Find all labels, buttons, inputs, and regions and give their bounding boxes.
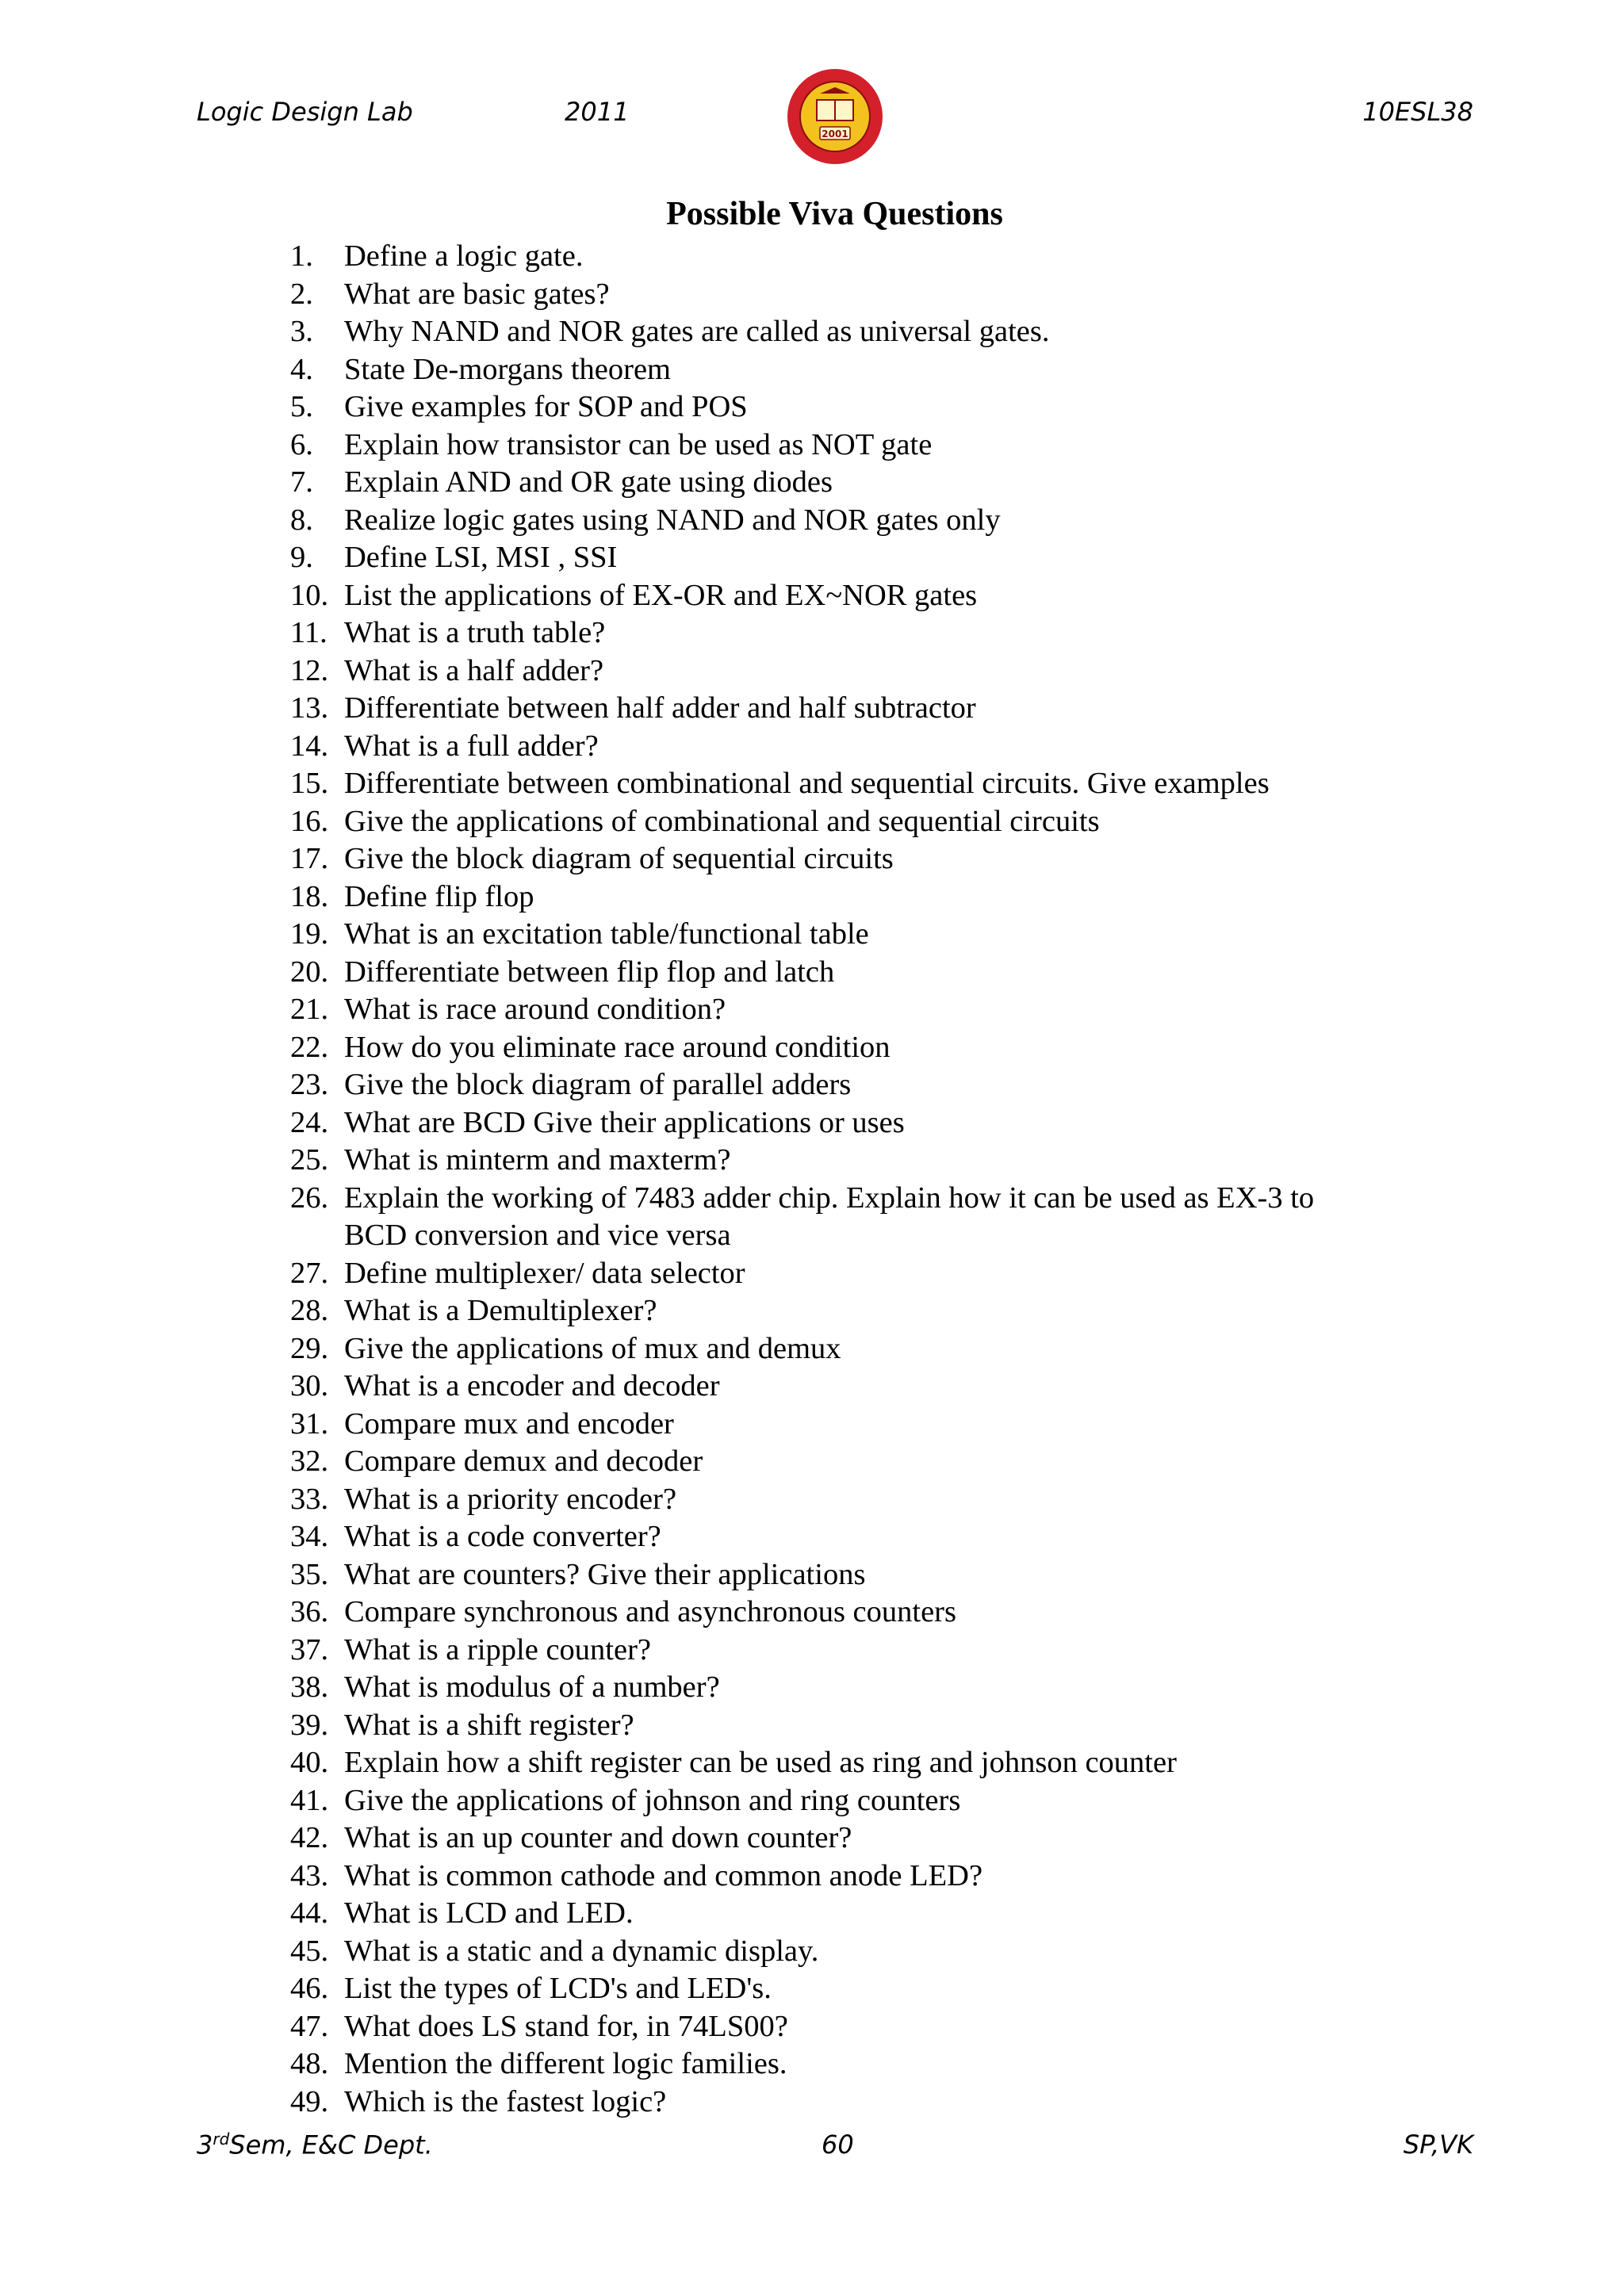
question-text: Compare synchronous and asynchronous counters (344, 1595, 956, 1628)
page-number: 60 (822, 2130, 854, 2160)
question-item (290, 652, 1480, 691)
question-item (290, 1632, 1480, 1670)
question-number: 16. (290, 804, 329, 838)
question-number: 1. (290, 239, 313, 273)
semester-dept: 3rdSem, E&C Dept. (197, 2130, 433, 2160)
question-number: 26. (290, 1181, 329, 1215)
question-item (290, 1744, 1480, 1782)
question-number: 21. (290, 993, 329, 1026)
question-number: 19. (290, 917, 329, 951)
question-item (290, 916, 1480, 954)
question-number: 36. (290, 1595, 329, 1628)
question-text: Why NAND and NOR gates are called as universal gates. (344, 315, 1050, 348)
question-text: What is an up counter and down counter? (344, 1821, 852, 1854)
question-number: 40. (290, 1746, 329, 1779)
question-number: 11. (290, 616, 327, 649)
question-number: 29. (290, 1331, 329, 1365)
question-item (290, 1104, 1480, 1142)
question-text: What is a code converter? (344, 1520, 661, 1553)
question-number: 17. (290, 842, 329, 875)
question-number: 45. (290, 1934, 329, 1968)
question-number: 46. (290, 1972, 329, 2005)
question-item (290, 878, 1480, 916)
question-text: How do you eliminate race around condition (344, 1030, 891, 1064)
question-text: What is modulus of a number? (344, 1670, 720, 1704)
question-item (290, 1858, 1480, 1896)
question-number: 22. (290, 1030, 329, 1064)
question-number: 33. (290, 1482, 329, 1516)
question-item (290, 728, 1480, 766)
question-number: 42. (290, 1821, 329, 1854)
question-item (290, 1292, 1480, 1330)
question-item (290, 313, 1480, 351)
question-number: 6. (290, 427, 313, 461)
question-item (290, 1518, 1480, 1556)
question-text: Differentiate between combinational and sequential circuits. Give examples (344, 767, 1270, 800)
question-item (290, 1406, 1480, 1444)
question-text: Differentiate between flip flop and latch (344, 955, 835, 989)
question-item (290, 351, 1480, 389)
question-number: 38. (290, 1670, 329, 1704)
question-number: 12. (290, 653, 329, 687)
question-number: 5. (290, 390, 313, 423)
question-item (290, 1481, 1480, 1519)
question-text: Explain AND and OR gate using diodes (344, 465, 833, 499)
question-item (290, 765, 1480, 803)
author-initials: SP,VK (1403, 2130, 1473, 2160)
question-number: 2. (290, 277, 313, 311)
question-item (290, 1556, 1480, 1594)
question-item (290, 1180, 1480, 1255)
svg-text:2001: 2001 (822, 128, 848, 140)
question-text: What does LS stand for, in 74LS00? (344, 2009, 788, 2043)
question-text: What is a full adder? (344, 729, 599, 763)
question-text: What is a truth table? (344, 616, 606, 649)
question-number: 47. (290, 2009, 329, 2043)
question-text: What are basic gates? (344, 277, 610, 311)
question-item (290, 1142, 1480, 1180)
question-item (290, 2045, 1480, 2084)
question-number: 44. (290, 1896, 329, 1930)
question-text: What is a ripple counter? (344, 1632, 651, 1667)
question-text: State De-morgans theorem (344, 352, 671, 386)
question-number: 23. (290, 1068, 329, 1101)
question-item (290, 690, 1480, 728)
question-item (290, 1820, 1480, 1858)
question-number: 27. (290, 1256, 329, 1290)
question-number: 34. (290, 1520, 329, 1553)
question-number: 25. (290, 1143, 329, 1177)
question-text: What is an excitation table/functional table (344, 917, 869, 951)
question-item (290, 1933, 1480, 1971)
question-item (290, 1970, 1480, 2008)
question-item (290, 276, 1480, 314)
question-item (290, 388, 1480, 427)
question-text: Define flip flop (344, 879, 534, 913)
question-text: Explain how transistor can be used as NOT gate (344, 427, 933, 461)
question-text: Define multiplexer/ data selector (344, 1256, 745, 1290)
question-number: 30. (290, 1369, 329, 1402)
question-item (290, 502, 1480, 540)
question-text: What is a half adder? (344, 653, 604, 687)
question-text: Give the block diagram of sequential circuits (344, 842, 894, 875)
question-number: 48. (290, 2047, 329, 2080)
question-item (290, 577, 1480, 615)
question-number: 31. (290, 1406, 329, 1441)
question-item (290, 1707, 1480, 1745)
question-number: 4. (290, 352, 313, 386)
question-text: What is LCD and LED. (344, 1896, 634, 1930)
question-list (290, 238, 1480, 2121)
question-text: What is minterm and maxterm? (344, 1143, 731, 1177)
question-item (290, 1782, 1480, 1820)
question-number: 49. (290, 2084, 329, 2118)
question-number: 35. (290, 1557, 329, 1591)
question-number: 20. (290, 955, 329, 989)
question-text: What is a priority encoder? (344, 1482, 677, 1516)
question-item (290, 1594, 1480, 1632)
question-number: 15. (290, 767, 329, 800)
question-item (290, 427, 1480, 465)
question-item (290, 539, 1480, 577)
question-text: Give examples for SOP and POS (344, 390, 748, 423)
question-item (290, 238, 1480, 276)
question-item (290, 1255, 1480, 1293)
question-number: 37. (290, 1632, 329, 1667)
question-text: Compare demux and decoder (344, 1445, 703, 1478)
question-number: 28. (290, 1294, 329, 1327)
question-text: Give the block diagram of parallel adders (344, 1068, 852, 1101)
question-number: 9. (290, 541, 313, 574)
question-number: 41. (290, 1783, 329, 1817)
question-text: Realize logic gates using NAND and NOR gates only (344, 503, 1001, 537)
question-text: List the types of LCD's and LED's. (344, 1972, 772, 2005)
question-item (290, 2008, 1480, 2046)
question-text: Compare mux and encoder (344, 1406, 674, 1441)
question-text: What is a encoder and decoder (344, 1369, 720, 1402)
question-item (290, 1669, 1480, 1707)
question-number: 13. (290, 691, 329, 725)
question-text: Explain the working of 7483 adder chip. Explain how it can be used as EX-3 to BCD conversion and vice versa (344, 1181, 1315, 1252)
question-text: Give the applications of johnson and ring counters (344, 1783, 961, 1817)
question-text: What are BCD Give their applications or uses (344, 1105, 905, 1139)
question-item (290, 1895, 1480, 1933)
question-item (290, 840, 1480, 878)
question-text: What is a static and a dynamic display. (344, 1934, 819, 1968)
question-item (290, 991, 1480, 1029)
question-item (290, 954, 1480, 992)
question-item (290, 803, 1480, 841)
question-text: List the applications of EX-OR and EX~NOR gates (344, 578, 978, 612)
question-number: 8. (290, 503, 313, 537)
question-text: What is a shift register? (344, 1708, 634, 1742)
question-text: Give the applications of combinational and sequential circuits (344, 804, 1100, 838)
question-text: Differentiate between half adder and half subtractor (344, 691, 976, 725)
question-text: What is a Demultiplexer? (344, 1294, 657, 1327)
college-seal-logo (785, 67, 885, 166)
question-number: 7. (290, 465, 313, 499)
question-text: What are counters? Give their applications (344, 1557, 866, 1591)
question-text: Give the applications of mux and demux (344, 1331, 841, 1365)
question-number: 43. (290, 1858, 329, 1892)
question-text: Define LSI, MSI , SSI (344, 541, 618, 574)
question-text: Define a logic gate. (344, 239, 584, 273)
question-number: 3. (290, 315, 313, 348)
question-number: 10. (290, 578, 329, 612)
page-title: Possible Viva Questions (666, 196, 1003, 232)
question-number: 14. (290, 729, 329, 763)
question-item (290, 1330, 1480, 1368)
question-text: What is common cathode and common anode LED? (344, 1858, 983, 1892)
question-number: 39. (290, 1708, 329, 1742)
question-text: Which is the fastest logic? (344, 2084, 667, 2118)
question-item (290, 464, 1480, 502)
question-item (290, 2084, 1480, 2122)
course-code: 10ESL38 (1362, 97, 1473, 127)
question-item (290, 1368, 1480, 1406)
question-item (290, 1443, 1480, 1481)
question-number: 18. (290, 879, 329, 913)
question-text: Explain how a shift register can be used as ring and johnson counter (344, 1746, 1177, 1779)
question-text: What is race around condition? (344, 993, 726, 1026)
question-item (290, 1029, 1480, 1067)
question-item (290, 614, 1480, 652)
course-name: Logic Design Lab (197, 97, 413, 127)
question-item (290, 1066, 1480, 1104)
header-year: 2011 (565, 97, 630, 127)
question-number: 24. (290, 1105, 329, 1139)
question-text: Mention the different logic families. (344, 2047, 787, 2080)
question-number: 32. (290, 1445, 329, 1478)
